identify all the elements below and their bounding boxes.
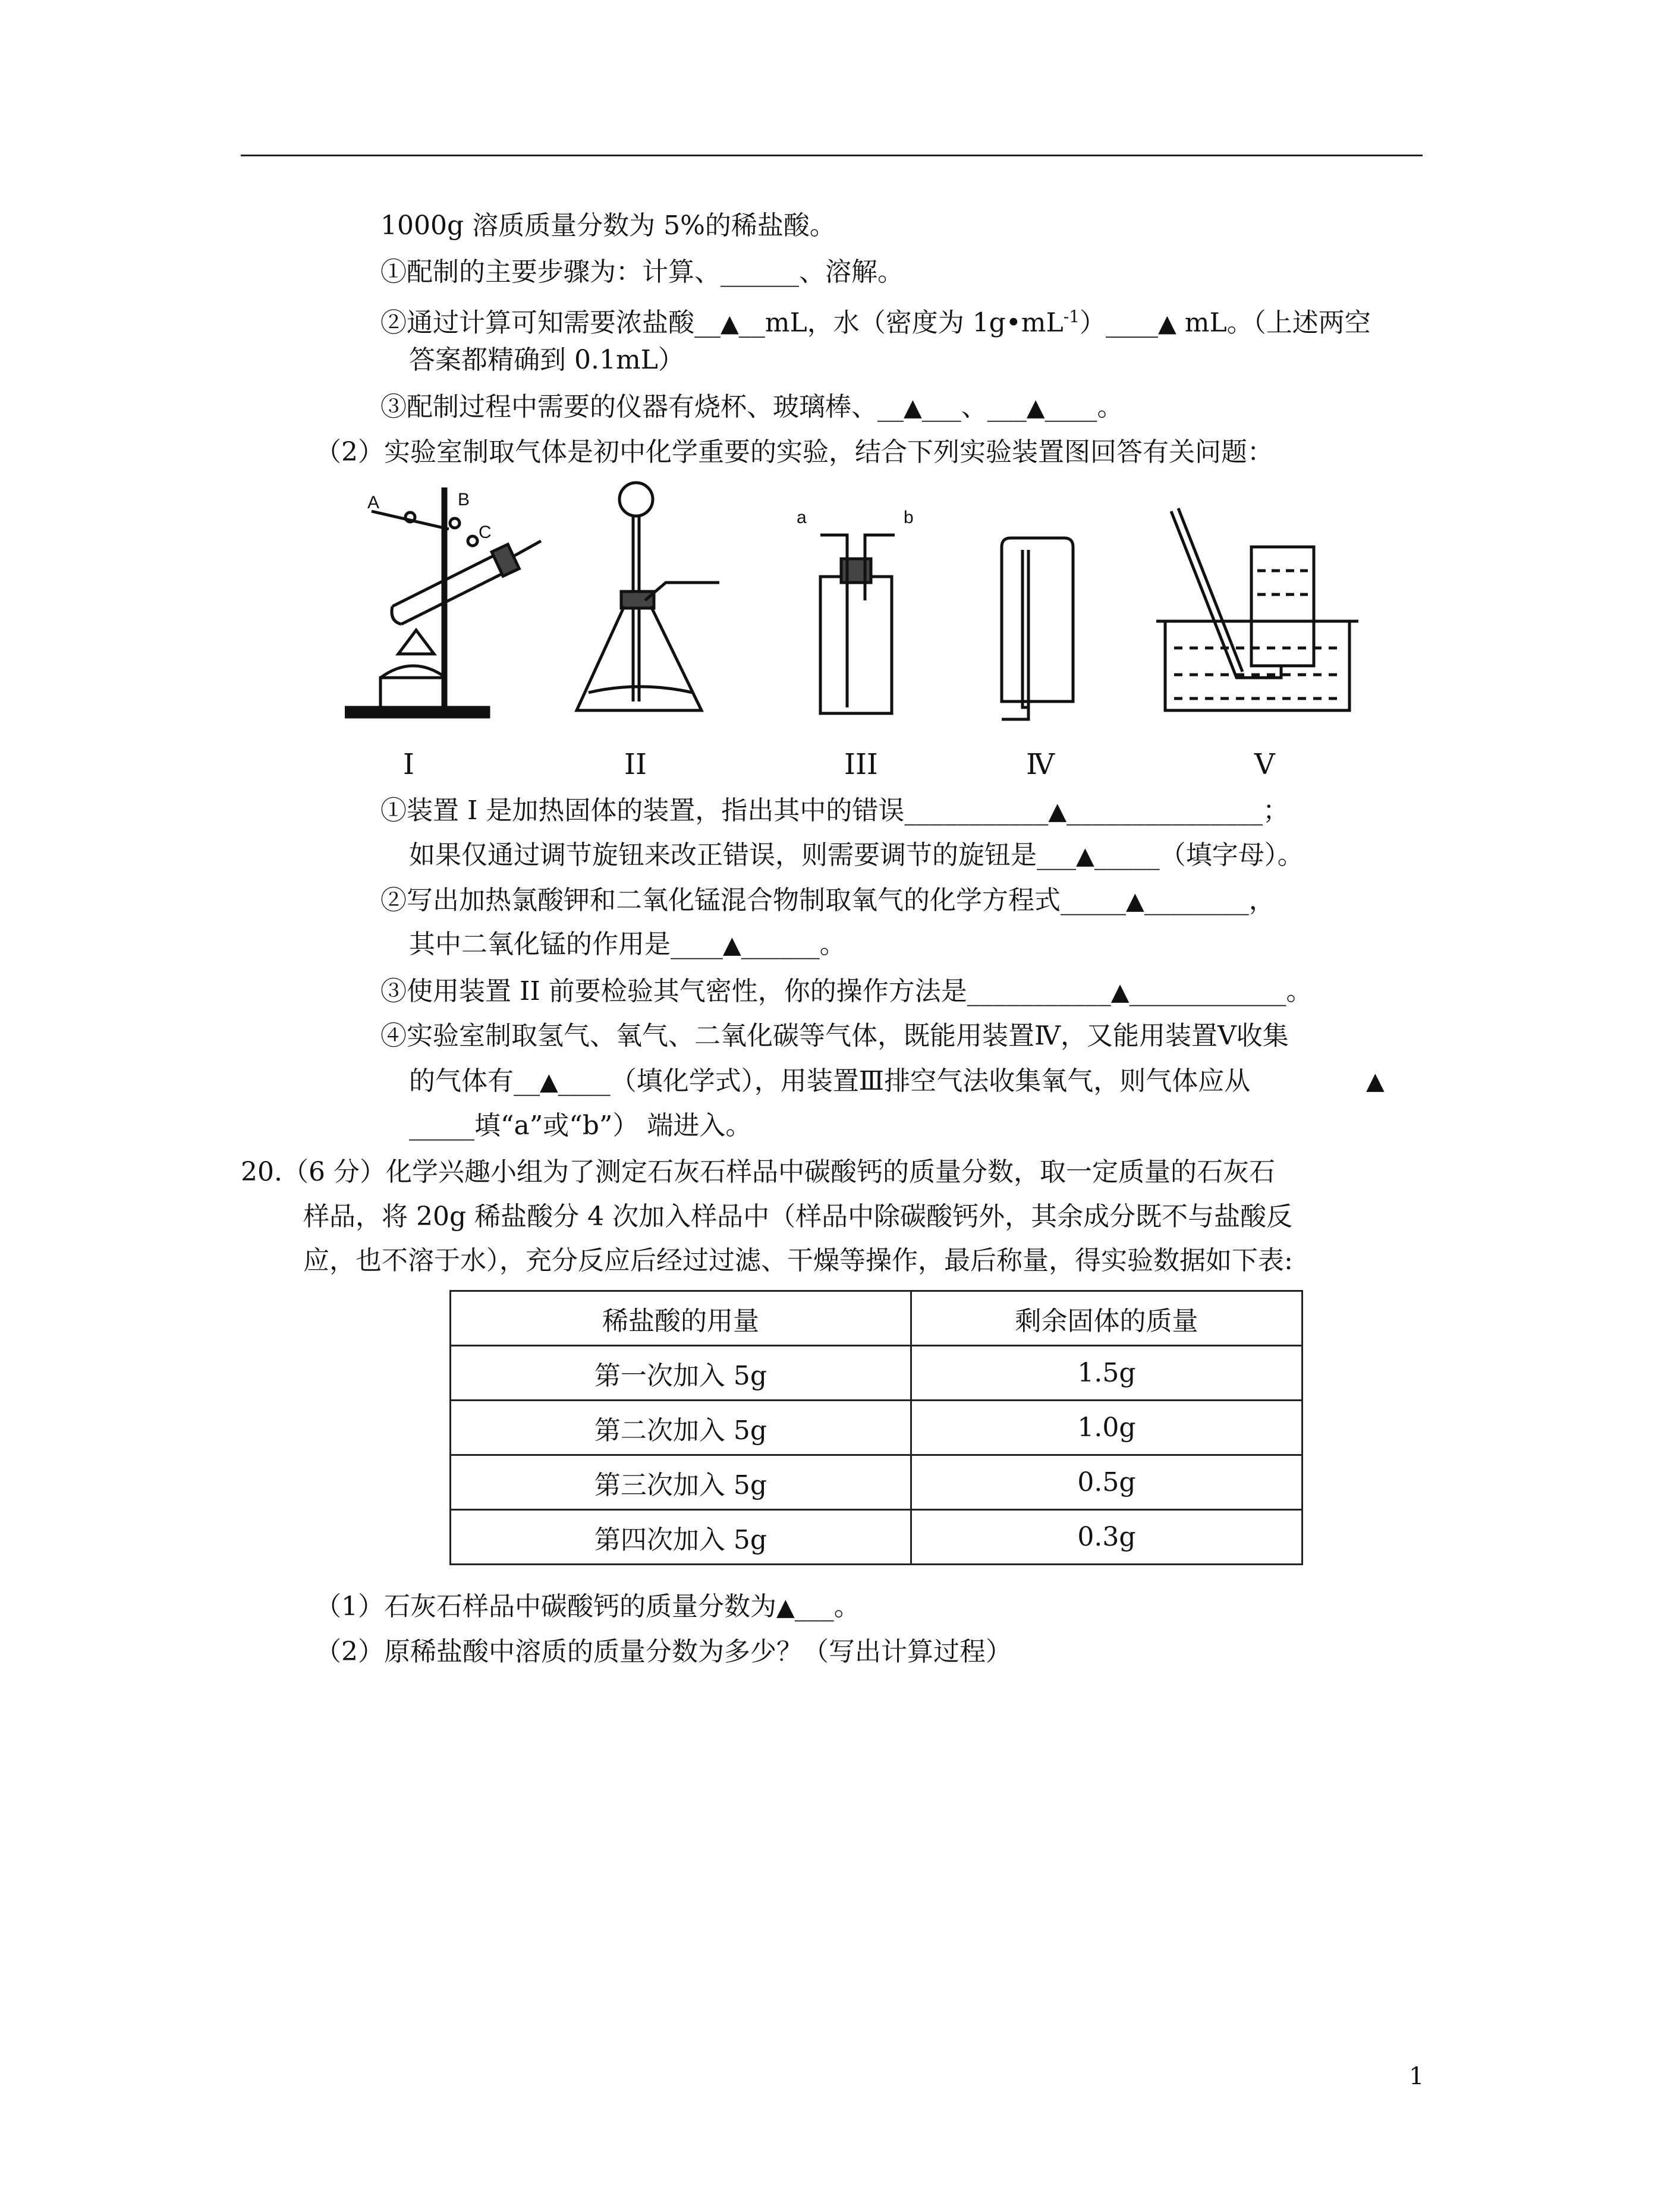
svg-text:a: a [797, 508, 807, 527]
answer-blank-mark: ▲ [540, 1068, 558, 1096]
table-row [451, 1401, 1303, 1455]
text-line-9: ②写出加热氯酸钾和二氧化锰混合物制取氧气的化学方程式_____▲________， [380, 885, 1275, 915]
header-rule [241, 155, 1423, 156]
text-line-14: _____填“a”或“b”） 端进入。 [409, 1110, 752, 1141]
answer-blank-mark: ▲ [1026, 394, 1045, 421]
svg-text:A: A [367, 493, 380, 512]
table-cell: 0.3g [911, 1510, 1303, 1565]
apparatus-i [346, 487, 541, 717]
table-row [451, 1455, 1303, 1510]
table-cell: 1.5g [911, 1346, 1303, 1401]
text-line-5: ③配制过程中需要的仪器有烧杯、玻璃棒、__▲___、___▲____。 [380, 392, 1124, 422]
figure-label-iii: III [844, 748, 878, 781]
text-line-10: 其中二氧化锰的作用是____▲______。 [409, 929, 846, 959]
text-line-4: 答案都精确到 0.1mL） [409, 345, 684, 375]
question-20-line-3: 应，也不溶于水），充分反应后经过过滤、干燥等操作，最后称量，得实验数据如下表: [303, 1245, 1293, 1276]
table-cell: 第四次加入 5g [451, 1510, 911, 1565]
svg-text:B: B [458, 490, 470, 509]
answer-blank-mark: ▲ [1048, 798, 1067, 825]
table-row [451, 1346, 1303, 1401]
sub-question-2: （2）原稀盐酸中溶质的质量分数为多少？（写出计算过程） [315, 1637, 1012, 1667]
apparatus-iii [797, 508, 914, 713]
text-line-1: 1000g 溶质质量分数为 5%的稀盐酸。 [380, 210, 836, 241]
svg-text:b: b [904, 508, 914, 527]
table-cell: 第二次加入 5g [451, 1401, 911, 1455]
text-line-13: 的气体有__▲____（填化学式），用装置Ⅲ排空气法收集氧气，则气体应从 [409, 1066, 1251, 1096]
answer-blank-mark: ▲ [1366, 1068, 1385, 1095]
text-line-12: ④实验室制取氢气、氧气、二氧化碳等气体，既能用装置Ⅳ，又能用装置Ⅴ收集 [380, 1021, 1289, 1051]
answer-blank-mark: ▲ [776, 1594, 795, 1621]
table-header-cell: 稀盐酸的用量 [451, 1291, 911, 1346]
table-cell: 0.5g [911, 1455, 1303, 1510]
apparatus-iv [1002, 538, 1073, 719]
answer-blank-mark: ▲ [1110, 978, 1130, 1006]
answer-blank-mark: ▲ [721, 310, 739, 338]
figure-label-v: V [1254, 748, 1275, 781]
answer-blank-mark: ▲ [723, 932, 741, 959]
sub-question-1: （1）石灰石样品中碳酸钙的质量分数为▲___。 [315, 1591, 860, 1622]
table-header-cell: 剩余固体的质量 [911, 1291, 1303, 1346]
apparatus-v [1156, 508, 1358, 710]
text-line-11: ③使用装置 II 前要检验其气密性，你的操作方法是___________▲____________。 [380, 976, 1313, 1006]
figure-label-i: I [403, 748, 414, 781]
answer-blank-mark: ▲ [1126, 888, 1144, 915]
figure-label-iv: Ⅳ [1026, 748, 1055, 781]
table-cell: 第一次加入 5g [451, 1346, 911, 1401]
answer-blank-mark: ▲ [1158, 310, 1176, 338]
answer-blank-mark: ▲ [904, 394, 922, 421]
table-row [451, 1510, 1303, 1565]
text-line-2: ①配制的主要步骤为：计算、______、溶解。 [380, 257, 904, 287]
page-number: 1 [1409, 2063, 1424, 2090]
apparatus-figure [345, 476, 1367, 725]
experiment-data-table [449, 1290, 1303, 1565]
table-cell: 1.0g [911, 1401, 1303, 1455]
apparatus-ii [577, 483, 719, 710]
text-line-6: （2）实验室制取气体是初中化学重要的实验，结合下列实验装置图回答有关问题： [315, 437, 1273, 467]
text-line-8: 如果仅通过调节旋钮来改正错误，则需要调节的旋钮是___▲_____（填字母）。 [409, 840, 1304, 870]
question-20-line-1: 20.（6 分）化学兴趣小组为了测定石灰石样品中碳酸钙的质量分数，取一定质量的石灰石 [241, 1157, 1275, 1187]
table-cell: 第三次加入 5g [451, 1455, 911, 1510]
question-20-line-2: 样品，将 20g 稀盐酸分 4 次加入样品中（样品中除碳酸钙外，其余成分既不与盐酸反 [303, 1201, 1293, 1232]
table-header-row [451, 1291, 1303, 1346]
text-line-3: ②通过计算可知需要浓盐酸__▲__mL，水（密度为 $1g•mL^{-1})\_\_\_\_▲$ mL。（上述两空 [380, 307, 1371, 338]
text-line-7: ①装置 I 是加热固体的装置，指出其中的错误___________▲_______________； [380, 795, 1289, 826]
svg-text:C: C [479, 523, 492, 542]
answer-blank-mark: ▲ [1076, 842, 1094, 870]
figure-label-ii: II [624, 748, 647, 781]
